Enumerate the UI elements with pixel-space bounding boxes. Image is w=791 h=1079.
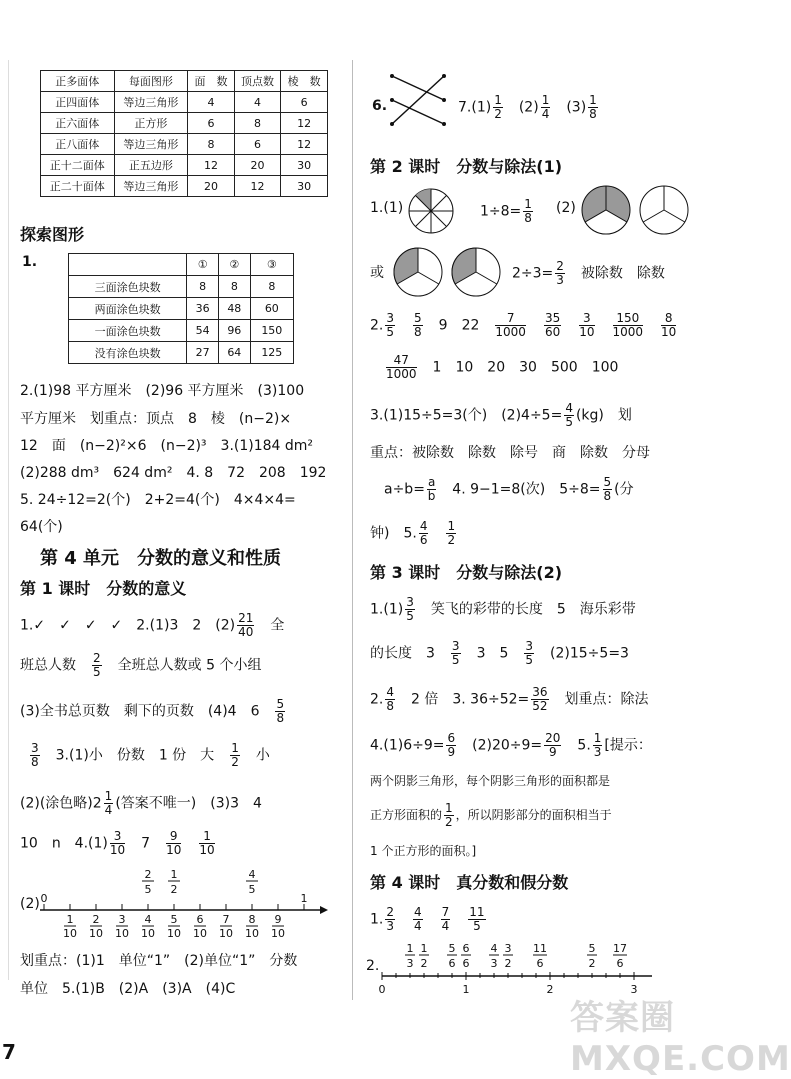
table-row [69, 276, 294, 298]
cell: 8 [234, 113, 281, 134]
cell: 三面涂色块数 [69, 276, 187, 298]
svg-text:10: 10 [245, 927, 259, 940]
svg-text:6: 6 [536, 957, 544, 970]
svg-text:4: 4 [144, 913, 152, 926]
cell: 30 [281, 176, 328, 197]
lesson-title: 第 3 课时 分数与除法(2) [370, 563, 563, 582]
cell: 12 [234, 176, 281, 197]
cell: ③ [250, 254, 293, 276]
answer-line: (2) [556, 200, 576, 216]
answer-text: [提示： [604, 737, 652, 754]
table-row [69, 298, 294, 320]
cell: ② [218, 254, 250, 276]
answer-text: 钟) 5. [370, 525, 417, 542]
table-row [41, 113, 328, 134]
fraction: $\frac{1}{4}$ [541, 93, 550, 121]
svg-text:1: 1 [406, 942, 414, 955]
answer-text: (2)15÷5=3 [550, 645, 629, 662]
poly-header: 顶点数 [234, 71, 281, 92]
fraction: $\frac{5}{8}$ [276, 697, 285, 725]
answer-line: (2)288 dm³ 624 dm² 4. 8 72 208 192 [20, 465, 327, 481]
cell: 4 [234, 92, 281, 113]
answer-text: 22 [461, 317, 480, 334]
fraction: $\frac{47}{1000}$ [386, 353, 417, 381]
cell: 48 [218, 298, 250, 320]
svg-text:3: 3 [490, 957, 498, 970]
answer-line: 重点：被除数 除数 除号 商 除数 分母 [370, 445, 650, 461]
fraction: $\frac{7}{1000}$ [495, 311, 526, 339]
answer-text: 7.(1) [458, 99, 492, 116]
fraction: $\frac{20}{9}$ [545, 731, 561, 759]
svg-text:9: 9 [274, 913, 282, 926]
cell: 36 [187, 298, 219, 320]
answer-text: 2. [370, 691, 384, 708]
answer-text: (2)(涂色略)2 [20, 795, 102, 812]
fraction: $\frac{4}{8}$ [386, 685, 394, 713]
answer-line: 两个阴影三角形，每个阴影三角形的面积都是 [370, 774, 611, 788]
answer-text: 7 [141, 835, 151, 852]
answer-text: 100 [591, 359, 619, 376]
answer-line [370, 640, 629, 667]
answer-line: 1.(1) [370, 200, 404, 216]
answer-text: 的长度 3 [370, 645, 435, 662]
answer-text: 3.(1)小 份数 1 份 大 [55, 747, 215, 764]
svg-text:2: 2 [144, 868, 152, 881]
answer-line: 平方厘米 划重点：顶点 8 棱 (n−2)× [20, 411, 292, 427]
answer-text: 9 [438, 317, 448, 334]
answer-text: 全 [270, 617, 285, 634]
fraction: $\frac{5}{8}$ [603, 475, 612, 503]
cell: 96 [218, 320, 250, 342]
svg-text:10: 10 [89, 927, 103, 940]
svg-text:6: 6 [448, 957, 456, 970]
answer-text: 1. [370, 911, 384, 928]
answer-text: 2 倍 3. 36÷52= [411, 691, 530, 708]
cell: ① [187, 254, 219, 276]
fraction: $\frac{3}{5}$ [406, 595, 414, 623]
cell: 27 [187, 342, 219, 364]
answer-text: (3) [566, 99, 587, 116]
answer-line: 12 面 (n−2)²×6 (n−2)³ 3.(1)184 dm² [20, 438, 314, 454]
poly-header: 每面图形 [114, 71, 188, 92]
tick-label: 0 [378, 983, 386, 996]
poly-header: 正多面体 [41, 71, 115, 92]
svg-text:7: 7 [222, 913, 230, 926]
fraction: $\frac{3}{5}$ [525, 639, 534, 667]
answer-line: 单位 5.(1)B (2)A (3)A (4)C [20, 981, 236, 997]
svg-text:5: 5 [248, 883, 256, 896]
tick-label: 3 [630, 983, 638, 996]
svg-text:2: 2 [588, 957, 596, 970]
polyhedron-table [40, 70, 328, 197]
fraction: $\frac{1}{2}$ [447, 519, 456, 547]
fraction: $\frac{4}{5}$ [565, 401, 573, 429]
answer-text: 10 n 4.(1) [20, 835, 108, 852]
tick-label: 1 [462, 983, 470, 996]
circles-thirds-icon [580, 184, 692, 236]
svg-text:3: 3 [406, 957, 414, 970]
lesson-title: 第 2 课时 分数与除法(1) [370, 157, 563, 176]
cell: 6 [188, 113, 235, 134]
cell: 两面涂色块数 [69, 298, 187, 320]
column-divider [352, 60, 353, 1000]
answer-text: 1.✓ ✓ ✓ ✓ 2.(1)3 2 (2) [20, 617, 236, 634]
svg-text:1: 1 [300, 892, 308, 905]
cell: 8 [250, 276, 293, 298]
fraction: $\frac{9}{10}$ [166, 829, 182, 857]
fraction: $\frac{7}{4}$ [441, 905, 450, 933]
table-row [69, 342, 294, 364]
svg-text:2: 2 [92, 913, 100, 926]
fraction: $\frac{1}{4}$ [104, 789, 113, 817]
answer-text: (答案不唯一) (3)3 4 [115, 795, 262, 812]
answer-line [20, 698, 287, 725]
cell: 60 [250, 298, 293, 320]
fraction: $\frac{3}{5}$ [386, 311, 394, 339]
cell: 正八面体 [41, 134, 115, 155]
page-number: 7 [2, 1040, 16, 1064]
cell: 12 [188, 155, 235, 176]
answer-text: 2÷3= [512, 265, 554, 282]
answer-text: 10 [455, 359, 474, 376]
cell: 12 [281, 134, 328, 155]
answer-line [370, 732, 652, 759]
svg-text:6: 6 [462, 957, 470, 970]
svg-text:10: 10 [219, 927, 233, 940]
cell: 正方形 [114, 113, 188, 134]
answer-line [20, 830, 217, 857]
fraction: $\frac{1}{8}$ [589, 93, 597, 121]
lesson-title: 第 1 课时 分数的意义 [20, 579, 187, 598]
table-row [69, 320, 294, 342]
answer-line [370, 312, 678, 339]
svg-text:6: 6 [196, 913, 204, 926]
answer-text: a÷b= [384, 481, 425, 498]
answer-line [480, 198, 535, 225]
fraction: $\frac{1}{8}$ [524, 197, 532, 225]
poly-header: 棱 数 [281, 71, 328, 92]
svg-text:10: 10 [115, 927, 129, 940]
cell: 64 [218, 342, 250, 364]
fraction: $\frac{2}{5}$ [93, 651, 101, 679]
answer-line [370, 686, 649, 713]
cell: 12 [281, 113, 328, 134]
cell: 正四面体 [41, 92, 115, 113]
circles-thirds-alt-icon [392, 246, 504, 298]
cell: 正六面体 [41, 113, 115, 134]
svg-text:8: 8 [248, 913, 256, 926]
cell: 正五边形 [114, 155, 188, 176]
answer-text: 笑飞的彩带的长度 5 海乐彩带 [430, 601, 636, 618]
svg-text:10: 10 [271, 927, 285, 940]
answer-text: 1.(1) [370, 601, 404, 618]
fraction: $\frac{a}{b}$ [427, 475, 436, 503]
svg-text:4: 4 [490, 942, 498, 955]
answer-text: 1 [432, 359, 442, 376]
answer-text: (分 [614, 481, 634, 498]
fraction: $\frac{1}{10}$ [199, 829, 215, 857]
cell: 正十二面体 [41, 155, 115, 176]
answer-text: 20 [487, 359, 506, 376]
unit-title: 第 4 单元 分数的意义和性质 [40, 548, 282, 569]
cell: 4 [188, 92, 235, 113]
answer-text: 4. 9−1=8(次) 5÷8= [452, 481, 601, 498]
table-row [41, 155, 328, 176]
answer-text: 划重点：除法 [564, 691, 649, 708]
cell: 8 [188, 134, 235, 155]
answer-line [20, 652, 261, 679]
fraction: $\frac{35}{60}$ [544, 311, 561, 339]
right-column [362, 0, 742, 1066]
answer-line [512, 260, 665, 287]
circle-eighths-icon [406, 186, 456, 236]
answer-line: 2. [366, 958, 380, 974]
answer-line: 2.(1)98 平方厘米 (2)96 平方厘米 (3)100 [20, 383, 305, 399]
answer-line [370, 402, 632, 429]
cell: 一面涂色块数 [69, 320, 187, 342]
cell: 20 [188, 176, 235, 197]
svg-text:5: 5 [170, 913, 178, 926]
table-row [41, 176, 328, 197]
svg-text:5: 5 [448, 942, 456, 955]
answer-text: (2) [518, 99, 539, 116]
answer-text: 被除数 除数 [580, 265, 665, 282]
answer-text: 3 5 [476, 645, 509, 662]
svg-text:0: 0 [40, 892, 48, 905]
svg-text:2: 2 [420, 957, 428, 970]
answer-text: (kg) 划 [575, 407, 632, 424]
fraction: $\frac{2}{3}$ [556, 259, 564, 287]
answer-text: 2. [370, 317, 384, 334]
answer-text: 全班总人数或 5 个小组 [117, 657, 262, 674]
svg-text:1: 1 [420, 942, 428, 955]
svg-text:10: 10 [141, 927, 155, 940]
answer-text: 3.(1)15÷5=3(个) (2)4÷5= [370, 407, 563, 424]
table-row [41, 92, 328, 113]
fraction: $\frac{1}{2}$ [494, 93, 502, 121]
svg-text:17: 17 [613, 942, 627, 955]
answer-line [20, 790, 262, 817]
fraction: $\frac{36}{52}$ [532, 685, 548, 713]
answer-text: 30 [519, 359, 537, 376]
item-number: 6. [372, 98, 388, 114]
poly-header: 面 数 [188, 71, 235, 92]
svg-text:1: 1 [66, 913, 74, 926]
fraction: $\frac{3}{10}$ [579, 311, 595, 339]
svg-text:4: 4 [248, 868, 256, 881]
answer-text: (2)20÷9= [472, 737, 543, 754]
answer-line [20, 612, 284, 639]
answer-text: 正方形面积的 [370, 808, 443, 822]
cell: 正二十面体 [41, 176, 115, 197]
cell: 6 [234, 134, 281, 155]
answer-line: 64(个) [20, 519, 63, 535]
svg-text:10: 10 [63, 927, 77, 940]
svg-text:10: 10 [167, 927, 181, 940]
cell: 150 [250, 320, 293, 342]
fraction: $\frac{3}{5}$ [451, 639, 460, 667]
svg-text:5: 5 [588, 942, 596, 955]
answer-text: 1÷8= [480, 203, 522, 220]
answer-text: ，所以阴影部分的面积相当于 [455, 808, 612, 822]
cell: 没有涂色块数 [69, 342, 187, 364]
fraction: $\frac{150}{1000}$ [612, 311, 644, 339]
answer-line: 或 [370, 265, 384, 281]
answer-line [28, 742, 270, 769]
cell: 等边三角形 [114, 92, 188, 113]
answer-line: (2) [20, 896, 40, 912]
item-number: 1. [22, 254, 38, 270]
number-line-tenths [36, 866, 336, 940]
svg-text:6: 6 [462, 942, 470, 955]
answer-line [370, 906, 488, 933]
answer-text: 4.(1)6÷9= [370, 737, 445, 754]
answer-text: 5. [577, 737, 591, 754]
section-title-explore: 探索图形 [20, 225, 85, 244]
fraction: $\frac{1}{3}$ [593, 731, 602, 759]
answer-text: 小 [255, 747, 270, 764]
watermark-logo: 答案圈 MXQE.COM [570, 998, 791, 1079]
cell: 54 [187, 320, 219, 342]
answer-line [384, 476, 634, 503]
svg-text:3: 3 [118, 913, 126, 926]
cell: 125 [250, 342, 293, 364]
answer-text: 班总人数 [20, 657, 76, 674]
svg-text:2: 2 [504, 957, 512, 970]
fraction: $\frac{4}{6}$ [419, 519, 428, 547]
answer-line: 5. 24÷12=2(个) 2+2=4(个) 4×4×4= [20, 492, 296, 508]
cell: 30 [281, 155, 328, 176]
svg-text:10: 10 [193, 927, 207, 940]
answer-line [458, 94, 600, 121]
answer-line [370, 802, 612, 829]
lesson-title: 第 4 课时 真分数和假分数 [370, 873, 569, 892]
cell: 6 [281, 92, 328, 113]
tick-label: 2 [546, 983, 554, 996]
svg-text:5: 5 [144, 883, 152, 896]
answer-text: 500 [550, 359, 578, 376]
table-row [41, 134, 328, 155]
fraction: $\frac{21}{40}$ [238, 611, 254, 639]
svg-text:1: 1 [170, 868, 178, 881]
fraction: $\frac{5}{8}$ [414, 311, 422, 339]
painted-cubes-table [68, 253, 294, 364]
answer-line [370, 520, 458, 547]
fraction: $\frac{2}{3}$ [386, 905, 394, 933]
answer-line: 1 个正方形的面积。] [370, 844, 477, 858]
fraction: $\frac{1}{2}$ [231, 741, 239, 769]
fraction: $\frac{11}{5}$ [469, 905, 485, 933]
svg-text:3: 3 [504, 942, 512, 955]
cell [69, 254, 187, 276]
cell: 等边三角形 [114, 176, 188, 197]
fraction: $\frac{3}{8}$ [31, 741, 39, 769]
answer-line [370, 596, 636, 623]
fraction: $\frac{3}{10}$ [109, 829, 126, 857]
matching-lines-figure [386, 70, 452, 136]
svg-text:6: 6 [616, 957, 624, 970]
cell: 8 [218, 276, 250, 298]
cell: 8 [187, 276, 219, 298]
answer-text: (3)全书总页数 剩下的页数 (4)4 6 [20, 703, 260, 720]
cell: 等边三角形 [114, 134, 188, 155]
answer-line: 划重点：(1)1 单位“1” (2)单位“1” 分数 [20, 953, 298, 969]
svg-text:2: 2 [170, 883, 178, 896]
svg-text:11: 11 [533, 942, 547, 955]
fraction: $\frac{6}{9}$ [447, 731, 456, 759]
cell: 20 [234, 155, 281, 176]
left-column [0, 0, 345, 1066]
fraction: $\frac{4}{4}$ [414, 905, 422, 933]
fraction: $\frac{1}{2}$ [445, 801, 453, 829]
answer-line [384, 354, 618, 381]
fraction: $\frac{8}{10}$ [661, 311, 677, 339]
